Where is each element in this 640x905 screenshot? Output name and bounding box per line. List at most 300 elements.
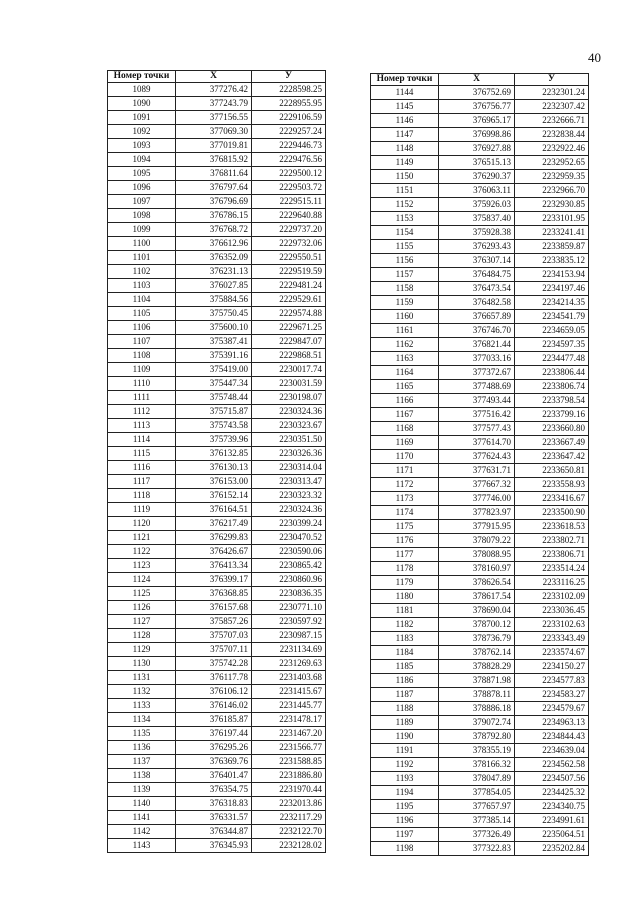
y-coordinate-cell: 2229500.12 (252, 167, 326, 181)
y-coordinate-cell: 2234659.05 (515, 324, 589, 338)
point-number-cell: 1195 (371, 800, 439, 814)
x-coordinate-cell: 376657.89 (439, 310, 515, 324)
x-coordinate-cell: 375600.10 (176, 321, 252, 335)
point-number-cell: 1189 (371, 716, 439, 730)
point-number-cell: 1089 (108, 83, 176, 97)
table-row (371, 254, 589, 268)
y-coordinate-cell: 2233101.95 (515, 212, 589, 226)
x-coordinate-cell: 376345.93 (176, 839, 252, 853)
y-coordinate-cell: 2229106.59 (252, 111, 326, 125)
table-row (108, 769, 326, 783)
x-coordinate-cell: 376146.02 (176, 699, 252, 713)
table-row (108, 153, 326, 167)
y-coordinate-cell: 2232666.71 (515, 114, 589, 128)
point-number-cell: 1141 (108, 811, 176, 825)
x-coordinate-cell: 376768.72 (176, 223, 252, 237)
point-number-cell: 1098 (108, 209, 176, 223)
point-number-cell: 1131 (108, 671, 176, 685)
point-number-cell: 1135 (108, 727, 176, 741)
table-row (108, 811, 326, 825)
point-number-cell: 1156 (371, 254, 439, 268)
point-number-cell: 1144 (371, 86, 439, 100)
y-coordinate-cell: 2232959.35 (515, 170, 589, 184)
x-coordinate-cell: 376927.88 (439, 142, 515, 156)
table-header-row (108, 71, 326, 83)
table-row (371, 170, 589, 184)
point-number-cell: 1147 (371, 128, 439, 142)
y-coordinate-cell: 2231134.69 (252, 643, 326, 657)
y-coordinate-cell: 2235064.51 (515, 828, 589, 842)
x-coordinate-cell: 377069.30 (176, 125, 252, 139)
y-coordinate-cell: 2230017.74 (252, 363, 326, 377)
table-row (371, 422, 589, 436)
x-coordinate-cell: 377516.42 (439, 408, 515, 422)
x-coordinate-cell: 376152.14 (176, 489, 252, 503)
y-coordinate-cell: 2229550.51 (252, 251, 326, 265)
point-number-cell: 1182 (371, 618, 439, 632)
x-coordinate-cell: 378871.98 (439, 674, 515, 688)
table-row (371, 100, 589, 114)
table-row (371, 338, 589, 352)
x-coordinate-cell: 375928.38 (439, 226, 515, 240)
table-row (108, 167, 326, 181)
y-coordinate-cell: 2228955.95 (252, 97, 326, 111)
point-number-cell: 1116 (108, 461, 176, 475)
table-row (371, 814, 589, 828)
point-number-cell: 1149 (371, 156, 439, 170)
table-row (108, 517, 326, 531)
x-coordinate-cell: 376344.87 (176, 825, 252, 839)
point-number-cell: 1136 (108, 741, 176, 755)
x-coordinate-cell: 376185.87 (176, 713, 252, 727)
y-coordinate-cell: 2234214.35 (515, 296, 589, 310)
x-coordinate-cell: 376811.64 (176, 167, 252, 181)
table-row (371, 660, 589, 674)
y-coordinate-cell: 2234583.27 (515, 688, 589, 702)
y-coordinate-cell: 2234541.79 (515, 310, 589, 324)
y-coordinate-cell: 2233806.71 (515, 548, 589, 562)
table-row (371, 548, 589, 562)
x-coordinate-cell: 377823.97 (439, 506, 515, 520)
x-coordinate-cell: 375387.41 (176, 335, 252, 349)
table-row (108, 391, 326, 405)
point-number-cell: 1137 (108, 755, 176, 769)
x-coordinate-cell: 376786.15 (176, 209, 252, 223)
point-number-cell: 1160 (371, 310, 439, 324)
x-coordinate-cell: 377657.97 (439, 800, 515, 814)
table-row (371, 212, 589, 226)
table-body-left (108, 83, 326, 853)
table-row (108, 209, 326, 223)
table-row (371, 800, 589, 814)
table-row (371, 688, 589, 702)
y-coordinate-cell: 2230323.67 (252, 419, 326, 433)
y-coordinate-cell: 2233798.54 (515, 394, 589, 408)
point-number-cell: 1124 (108, 573, 176, 587)
point-number-cell: 1171 (371, 464, 439, 478)
table-row (108, 265, 326, 279)
y-coordinate-cell: 2229732.06 (252, 237, 326, 251)
y-coordinate-cell: 2234197.46 (515, 282, 589, 296)
y-coordinate-cell: 2231415.67 (252, 685, 326, 699)
table-row (108, 601, 326, 615)
point-number-cell: 1185 (371, 660, 439, 674)
point-number-cell: 1169 (371, 436, 439, 450)
x-coordinate-cell: 375419.00 (176, 363, 252, 377)
y-coordinate-cell: 2231467.20 (252, 727, 326, 741)
y-coordinate-cell: 2229519.59 (252, 265, 326, 279)
x-coordinate-cell: 378626.54 (439, 576, 515, 590)
table-row (371, 450, 589, 464)
table-row (371, 408, 589, 422)
point-number-cell: 1152 (371, 198, 439, 212)
point-number-cell: 1173 (371, 492, 439, 506)
y-coordinate-cell: 2229847.07 (252, 335, 326, 349)
point-number-cell: 1180 (371, 590, 439, 604)
point-number-cell: 1121 (108, 531, 176, 545)
point-number-cell: 1100 (108, 237, 176, 251)
y-coordinate-cell: 2233802.71 (515, 534, 589, 548)
x-coordinate-cell: 376299.83 (176, 531, 252, 545)
point-number-cell: 1172 (371, 478, 439, 492)
x-coordinate-cell: 377854.05 (439, 786, 515, 800)
y-coordinate-cell: 2233660.80 (515, 422, 589, 436)
x-coordinate-cell: 378878.11 (439, 688, 515, 702)
x-coordinate-cell: 376117.78 (176, 671, 252, 685)
table-row (108, 223, 326, 237)
table-row (108, 475, 326, 489)
x-coordinate-cell: 377488.69 (439, 380, 515, 394)
y-coordinate-cell: 2230987.15 (252, 629, 326, 643)
x-coordinate-cell: 378886.18 (439, 702, 515, 716)
y-coordinate-cell: 2230590.06 (252, 545, 326, 559)
table-row (371, 394, 589, 408)
point-number-cell: 1170 (371, 450, 439, 464)
y-coordinate-cell: 2233806.74 (515, 380, 589, 394)
table-row (371, 674, 589, 688)
x-coordinate-cell: 375837.40 (439, 212, 515, 226)
x-coordinate-cell: 376965.17 (439, 114, 515, 128)
x-coordinate-cell: 378762.14 (439, 646, 515, 660)
y-coordinate-cell: 2231588.85 (252, 755, 326, 769)
y-coordinate-cell: 2232838.44 (515, 128, 589, 142)
x-coordinate-cell: 376352.09 (176, 251, 252, 265)
y-coordinate-cell: 2234639.04 (515, 744, 589, 758)
x-coordinate-cell: 376399.17 (176, 573, 252, 587)
point-number-cell: 1190 (371, 730, 439, 744)
point-number-cell: 1151 (371, 184, 439, 198)
y-coordinate-cell: 2229529.61 (252, 293, 326, 307)
y-coordinate-cell: 2231445.77 (252, 699, 326, 713)
x-coordinate-cell: 375748.44 (176, 391, 252, 405)
y-coordinate-cell: 2233647.42 (515, 450, 589, 464)
point-number-cell: 1130 (108, 657, 176, 671)
table-row (371, 114, 589, 128)
table-row (108, 363, 326, 377)
y-coordinate-cell: 2234597.35 (515, 338, 589, 352)
table-row (371, 772, 589, 786)
point-number-cell: 1128 (108, 629, 176, 643)
x-coordinate-cell: 375926.03 (439, 198, 515, 212)
y-coordinate-cell: 2234425.32 (515, 786, 589, 800)
y-coordinate-cell: 2231886.80 (252, 769, 326, 783)
y-coordinate-cell: 2230597.92 (252, 615, 326, 629)
x-coordinate-cell: 377915.95 (439, 520, 515, 534)
table-row (108, 685, 326, 699)
x-coordinate-cell: 378160.97 (439, 562, 515, 576)
coordinates-table-right (370, 73, 589, 856)
y-coordinate-cell: 2231566.77 (252, 741, 326, 755)
point-number-cell: 1115 (108, 447, 176, 461)
table-row (371, 86, 589, 100)
x-coordinate-cell: 377631.71 (439, 464, 515, 478)
x-coordinate-cell: 378736.79 (439, 632, 515, 646)
point-number-cell: 1198 (371, 842, 439, 856)
y-coordinate-cell: 2229671.25 (252, 321, 326, 335)
point-number-cell: 1157 (371, 268, 439, 282)
table-row (108, 349, 326, 363)
y-coordinate-cell: 2230031.59 (252, 377, 326, 391)
table-row (371, 324, 589, 338)
table-row (108, 657, 326, 671)
point-number-cell: 1127 (108, 615, 176, 629)
point-number-cell: 1140 (108, 797, 176, 811)
header-y: У (252, 71, 326, 83)
point-number-cell: 1093 (108, 139, 176, 153)
table-row (108, 643, 326, 657)
table-header-row (371, 74, 589, 86)
x-coordinate-cell: 376815.92 (176, 153, 252, 167)
point-number-cell: 1111 (108, 391, 176, 405)
table-row (371, 632, 589, 646)
point-number-cell: 1142 (108, 825, 176, 839)
x-coordinate-cell: 375391.16 (176, 349, 252, 363)
table-row (108, 251, 326, 265)
table-row (108, 139, 326, 153)
x-coordinate-cell: 378088.95 (439, 548, 515, 562)
point-number-cell: 1092 (108, 125, 176, 139)
table-row (371, 352, 589, 366)
x-coordinate-cell: 378828.29 (439, 660, 515, 674)
coordinates-table-left (107, 70, 326, 853)
point-number-cell: 1177 (371, 548, 439, 562)
point-number-cell: 1105 (108, 307, 176, 321)
x-coordinate-cell: 377372.67 (439, 366, 515, 380)
x-coordinate-cell: 377493.44 (439, 394, 515, 408)
table-row (371, 436, 589, 450)
table-row (371, 310, 589, 324)
x-coordinate-cell: 377276.42 (176, 83, 252, 97)
y-coordinate-cell: 2234577.83 (515, 674, 589, 688)
point-number-cell: 1181 (371, 604, 439, 618)
point-number-cell: 1113 (108, 419, 176, 433)
y-coordinate-cell: 2230324.36 (252, 405, 326, 419)
x-coordinate-cell: 376515.13 (439, 156, 515, 170)
point-number-cell: 1174 (371, 506, 439, 520)
y-coordinate-cell: 2230836.35 (252, 587, 326, 601)
x-coordinate-cell: 376752.69 (439, 86, 515, 100)
x-coordinate-cell: 376132.85 (176, 447, 252, 461)
y-coordinate-cell: 2234150.27 (515, 660, 589, 674)
x-coordinate-cell: 376369.76 (176, 755, 252, 769)
y-coordinate-cell: 2230326.36 (252, 447, 326, 461)
point-number-cell: 1163 (371, 352, 439, 366)
x-coordinate-cell: 377322.83 (439, 842, 515, 856)
table-row (371, 702, 589, 716)
table-row (108, 629, 326, 643)
table-row (108, 839, 326, 853)
x-coordinate-cell: 377019.81 (176, 139, 252, 153)
table-row (108, 447, 326, 461)
point-number-cell: 1191 (371, 744, 439, 758)
y-coordinate-cell: 2234153.94 (515, 268, 589, 282)
x-coordinate-cell: 377385.14 (439, 814, 515, 828)
x-coordinate-cell: 375715.87 (176, 405, 252, 419)
y-coordinate-cell: 2229574.88 (252, 307, 326, 321)
x-coordinate-cell: 375750.45 (176, 307, 252, 321)
point-number-cell: 1175 (371, 520, 439, 534)
point-number-cell: 1134 (108, 713, 176, 727)
point-number-cell: 1106 (108, 321, 176, 335)
table-row (108, 195, 326, 209)
table-row (371, 646, 589, 660)
point-number-cell: 1099 (108, 223, 176, 237)
x-coordinate-cell: 376293.43 (439, 240, 515, 254)
point-number-cell: 1143 (108, 839, 176, 853)
x-coordinate-cell: 376157.68 (176, 601, 252, 615)
point-number-cell: 1183 (371, 632, 439, 646)
y-coordinate-cell: 2234340.75 (515, 800, 589, 814)
point-number-cell: 1112 (108, 405, 176, 419)
table-row (108, 279, 326, 293)
y-coordinate-cell: 2233835.12 (515, 254, 589, 268)
x-coordinate-cell: 376027.85 (176, 279, 252, 293)
y-coordinate-cell: 2233667.49 (515, 436, 589, 450)
x-coordinate-cell: 376106.12 (176, 685, 252, 699)
point-number-cell: 1153 (371, 212, 439, 226)
x-coordinate-cell: 376164.51 (176, 503, 252, 517)
table-row (371, 380, 589, 394)
x-coordinate-cell: 378690.04 (439, 604, 515, 618)
point-number-cell: 1154 (371, 226, 439, 240)
y-coordinate-cell: 2233799.16 (515, 408, 589, 422)
point-number-cell: 1146 (371, 114, 439, 128)
table-body-right (371, 86, 589, 856)
x-coordinate-cell: 376998.86 (439, 128, 515, 142)
point-number-cell: 1187 (371, 688, 439, 702)
table-row (371, 590, 589, 604)
y-coordinate-cell: 2232952.65 (515, 156, 589, 170)
table-row (108, 377, 326, 391)
y-coordinate-cell: 2232930.85 (515, 198, 589, 212)
table-row (108, 825, 326, 839)
table-row (108, 461, 326, 475)
x-coordinate-cell: 376354.75 (176, 783, 252, 797)
y-coordinate-cell: 2229737.20 (252, 223, 326, 237)
table-row (108, 307, 326, 321)
table-row (108, 293, 326, 307)
point-number-cell: 1126 (108, 601, 176, 615)
point-number-cell: 1184 (371, 646, 439, 660)
y-coordinate-cell: 2230860.96 (252, 573, 326, 587)
x-coordinate-cell: 376413.34 (176, 559, 252, 573)
point-number-cell: 1117 (108, 475, 176, 489)
y-coordinate-cell: 2228598.25 (252, 83, 326, 97)
x-coordinate-cell: 376331.57 (176, 811, 252, 825)
y-coordinate-cell: 2234477.48 (515, 352, 589, 366)
table-row (371, 198, 589, 212)
point-number-cell: 1159 (371, 296, 439, 310)
point-number-cell: 1166 (371, 394, 439, 408)
x-coordinate-cell: 377033.16 (439, 352, 515, 366)
y-coordinate-cell: 2230399.24 (252, 517, 326, 531)
table-row (371, 268, 589, 282)
point-number-cell: 1090 (108, 97, 176, 111)
point-number-cell: 1101 (108, 251, 176, 265)
x-coordinate-cell: 375742.28 (176, 657, 252, 671)
x-coordinate-cell: 378792.80 (439, 730, 515, 744)
point-number-cell: 1155 (371, 240, 439, 254)
y-coordinate-cell: 2231403.68 (252, 671, 326, 685)
header-point-number: Номер точки (108, 71, 176, 83)
table-row (108, 111, 326, 125)
y-coordinate-cell: 2233116.25 (515, 576, 589, 590)
table-row (371, 562, 589, 576)
point-number-cell: 1192 (371, 758, 439, 772)
table-row (108, 727, 326, 741)
y-coordinate-cell: 2229868.51 (252, 349, 326, 363)
table-row (108, 181, 326, 195)
point-number-cell: 1123 (108, 559, 176, 573)
point-number-cell: 1104 (108, 293, 176, 307)
point-number-cell: 1179 (371, 576, 439, 590)
table-row (371, 142, 589, 156)
header-x: X (176, 71, 252, 83)
point-number-cell: 1138 (108, 769, 176, 783)
y-coordinate-cell: 2230198.07 (252, 391, 326, 405)
point-number-cell: 1145 (371, 100, 439, 114)
point-number-cell: 1133 (108, 699, 176, 713)
y-coordinate-cell: 2229515.11 (252, 195, 326, 209)
point-number-cell: 1103 (108, 279, 176, 293)
table-row (108, 531, 326, 545)
x-coordinate-cell: 376426.67 (176, 545, 252, 559)
y-coordinate-cell: 2230314.04 (252, 461, 326, 475)
x-coordinate-cell: 375707.03 (176, 629, 252, 643)
table-row (371, 730, 589, 744)
x-coordinate-cell: 377156.55 (176, 111, 252, 125)
y-coordinate-cell: 2229257.24 (252, 125, 326, 139)
point-number-cell: 1118 (108, 489, 176, 503)
table-row (108, 97, 326, 111)
x-coordinate-cell: 376318.83 (176, 797, 252, 811)
x-coordinate-cell: 377624.43 (439, 450, 515, 464)
point-number-cell: 1164 (371, 366, 439, 380)
x-coordinate-cell: 376063.11 (439, 184, 515, 198)
y-coordinate-cell: 2230865.42 (252, 559, 326, 573)
y-coordinate-cell: 2230324.36 (252, 503, 326, 517)
y-coordinate-cell: 2232922.46 (515, 142, 589, 156)
y-coordinate-cell: 2233343.49 (515, 632, 589, 646)
table-row (371, 786, 589, 800)
point-number-cell: 1094 (108, 153, 176, 167)
y-coordinate-cell: 2233514.24 (515, 562, 589, 576)
x-coordinate-cell: 378047.89 (439, 772, 515, 786)
y-coordinate-cell: 2233558.93 (515, 478, 589, 492)
y-coordinate-cell: 2230313.47 (252, 475, 326, 489)
x-coordinate-cell: 376796.69 (176, 195, 252, 209)
x-coordinate-cell: 377614.70 (439, 436, 515, 450)
